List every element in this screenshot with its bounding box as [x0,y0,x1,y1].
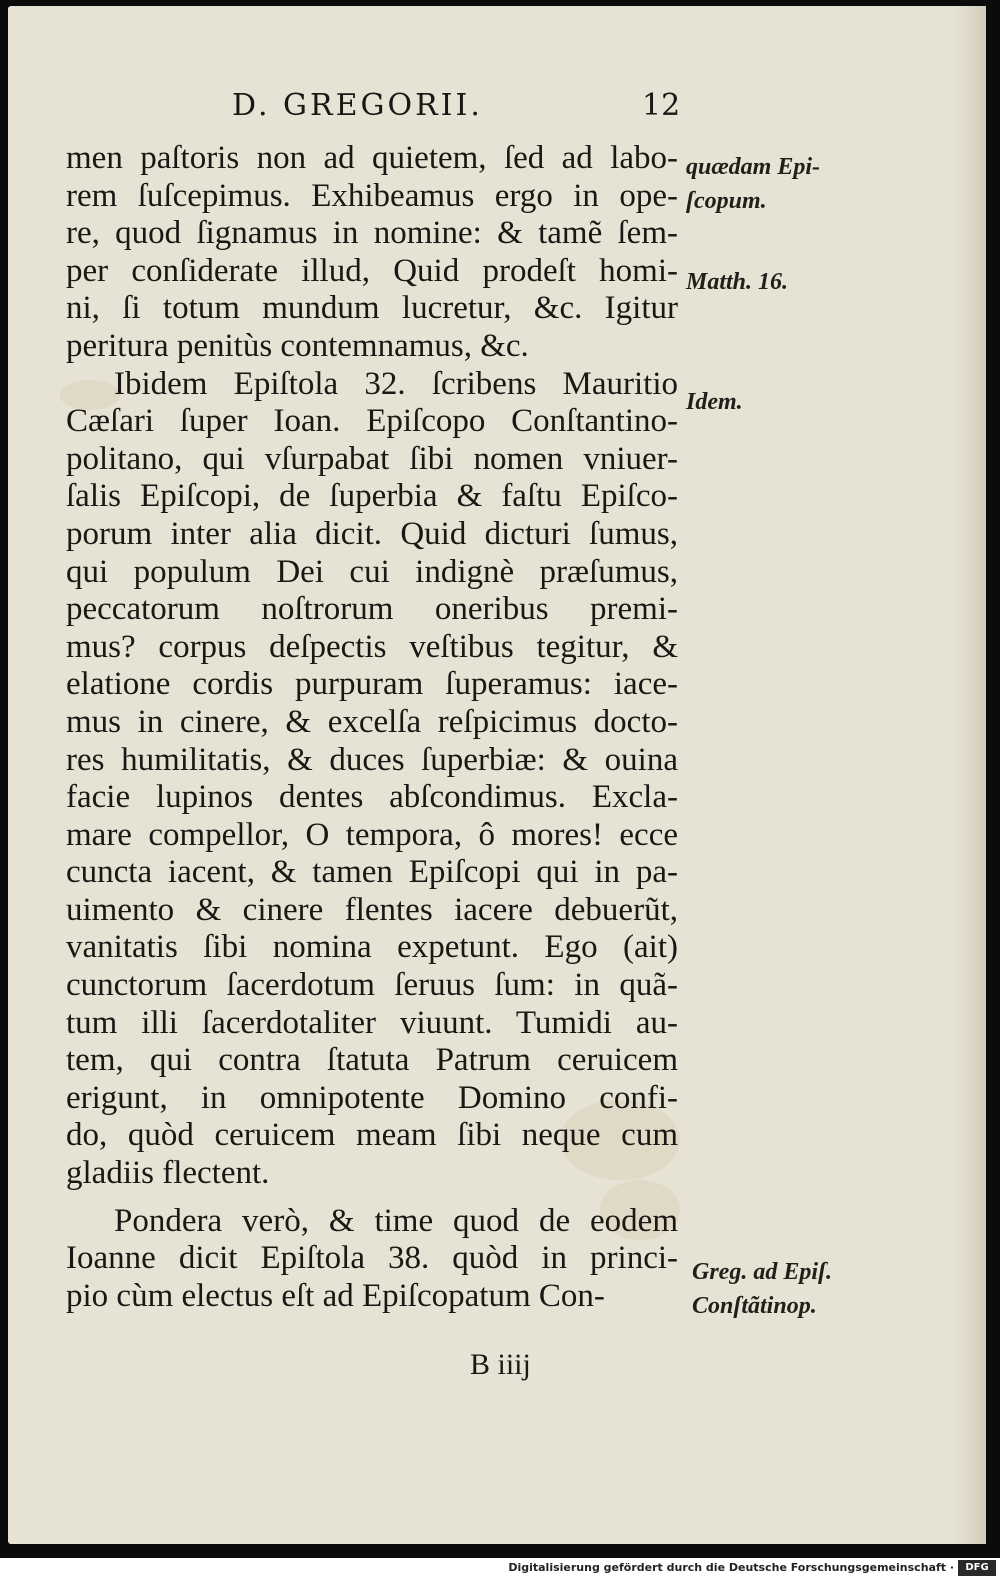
paper-edge-shadow [955,6,986,1544]
funding-credit: Digitalisierung gefördert durch die Deutsche Forschungsgemeinschaft · [508,1561,954,1574]
text-line: Cæſari ſuper Ioan. Epiſcopo Conſtantino- [66,403,678,440]
text-line: pio cùm electus eſt ad Epiſcopatum Con- [66,1277,605,1314]
text-line: cunctorum ſacerdotum ſeruus ſum: in quã- [66,967,678,1004]
text-line: Ioanne dicit Epiſtola 38. quòd in princi- [66,1240,678,1277]
margin-note-line: Idem. [686,389,743,415]
text-line: peritura penitùs contemnamus, &c. [66,327,529,364]
text-line: Ibidem Epiſtola 32. ſcribens Mauritio [114,365,678,402]
margin-note-4 [692,1255,832,1323]
text-line: qui populum Dei cui indignè præſumus, [66,553,678,590]
text-line: Pondera verò, & time quod de eodem [114,1202,678,1239]
text-line: ſalis Epiſcopi, de ſuperbia & faſtu Epiſco- [66,478,678,515]
footer-bar [0,1558,1000,1580]
text-line: mus in cinere, & excelſa reſpicimus docto- [66,703,678,740]
margin-note-1 [686,150,820,218]
text-line: porum inter alia dicit. Quid dicturi ſumus, [66,515,678,552]
margin-note-line: ſcopum. [686,188,767,214]
text-line: peccatorum noſtrorum oneribus premi- [66,591,678,628]
paragraph-2 [66,366,678,1193]
paragraph-1 [66,140,678,366]
text-line: uimento & cinere flentes iacere debuerũt, [66,891,678,928]
text-line: mus? corpus deſpectis veſtibus tegitur, & [66,628,678,665]
margin-note-line: Conſtãtinop. [692,1293,817,1319]
text-line: ni, ſi totum mundum lucretur, &c. Igitur [66,290,678,327]
text-line: do, quòd ceruicem meam ſibi neque cum [66,1117,678,1154]
margin-note-3 [686,385,743,419]
text-line: gladiis flectent. [66,1155,270,1192]
margin-note-line: quædam Epi- [686,154,821,180]
text-line: men paſtoris non ad quietem, ſed ad labo- [66,140,678,176]
text-line: cuncta iacent, & tamen Epiſcopi qui in pa- [66,854,678,891]
text-line: re, quod ſignamus in nomine: & tamẽ ſem- [66,215,678,252]
text-line: mare compellor, O tempora, ô mores! ecce [66,816,678,853]
paragraph-3 [66,1203,678,1316]
text-line: vanitatis ſibi nomina expetunt. Ego (ait) [66,929,678,966]
margin-note-2 [686,265,788,299]
text-line: tem, qui contra ſtatuta Patrum ceruicem [66,1042,678,1079]
page-number: 12 [642,88,681,123]
text-line: res humilitatis, & duces ſuperbiæ: & ouina [66,741,678,778]
main-text-block [66,140,678,1315]
margin-note-line: Greg. ad Epiſ. [692,1259,832,1285]
running-head: D. GREGORII. [232,88,483,123]
margin-note-line: Matth. 16. [686,269,789,295]
text-line: erigunt, in omnipotente Domino confi- [66,1079,678,1116]
dfg-logo: DFG [958,1560,996,1576]
signature-mark: B iiij [470,1348,531,1381]
text-line: elatione cordis purpuram ſuperamus: iace- [66,666,678,703]
text-line: per conſiderate illud, Quid prodeſt homi- [66,252,678,289]
text-line: facie lupinos dentes abſcondimus. Excla- [66,779,678,816]
text-line: rem ſuſcepimus. Exhibeamus ergo in ope- [66,177,678,214]
text-line: politano, qui vſurpabat ſibi nomen vniuer- [66,440,678,477]
text-line: tum illi ſacerdotaliter viuunt. Tumidi au- [66,1004,678,1041]
